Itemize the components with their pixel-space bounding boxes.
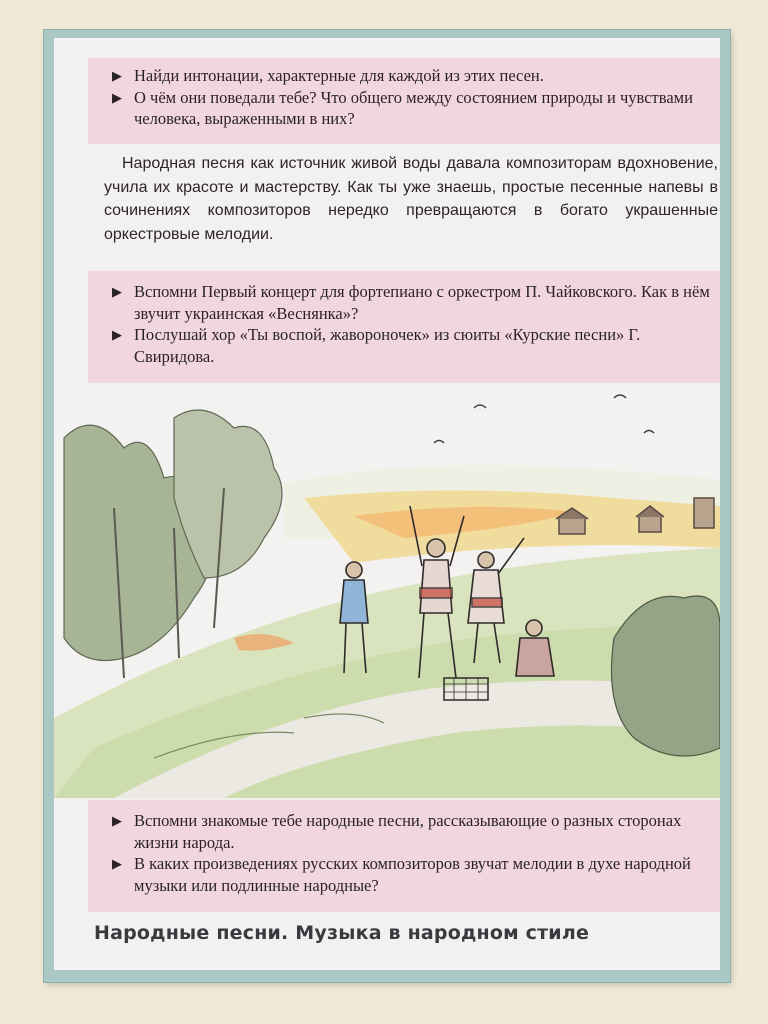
task-item	[106, 87, 720, 130]
task-text: Вспомни Первый концерт для фортепиано с оркестром П. Чайковского. Как в нём звучит украинская «Веснянка»?	[134, 282, 710, 323]
task-item	[106, 65, 720, 87]
task-item	[106, 810, 720, 853]
textbook-page	[54, 38, 720, 970]
page-footer-title: Народные песни. Музыка в народном стиле	[94, 922, 590, 944]
task-box-middle	[88, 271, 720, 383]
task-text: Послушай хор «Ты воспой, жавороночек» из сюиты «Курские песни» Г. Свиридова.	[134, 325, 641, 366]
task-box-bottom	[88, 800, 720, 912]
triangle-bullet-icon: ▶	[112, 813, 122, 828]
triangle-bullet-icon: ▶	[112, 284, 122, 299]
triangle-bullet-icon: ▶	[112, 856, 122, 871]
slide-frame	[44, 30, 730, 982]
triangle-bullet-icon: ▶	[112, 89, 122, 105]
task-item	[106, 281, 720, 324]
task-text: О чём они поведали тебе? Что общего между состоянием природы и чувствами человека, выраженными в них?	[134, 87, 693, 128]
task-text: В каких произведениях русских композиторов звучат мелодии в духе народной музыки или подлинные народные?	[134, 854, 691, 895]
triangle-bullet-icon: ▶	[112, 68, 122, 83]
triangle-bullet-icon: ▶	[112, 327, 122, 342]
body-paragraph: Народная песня как источник живой воды давала композиторам вдохновение, учила их красоте и мастерству. Как ты уже знаешь, простые песенные напевы в сочинениях композиторов нередко превращаются в богато украшенные оркестровые мелодии.	[104, 155, 718, 243]
task-box-top	[88, 58, 720, 144]
task-text: Найди интонации, характерные для каждой из этих песен.	[134, 66, 544, 85]
task-text: Вспомни знакомые тебе народные песни, рассказывающие о разных сторонах жизни народа.	[134, 811, 682, 852]
task-item	[106, 853, 720, 896]
task-item	[106, 324, 720, 367]
folk-scene-illustration	[54, 388, 720, 798]
